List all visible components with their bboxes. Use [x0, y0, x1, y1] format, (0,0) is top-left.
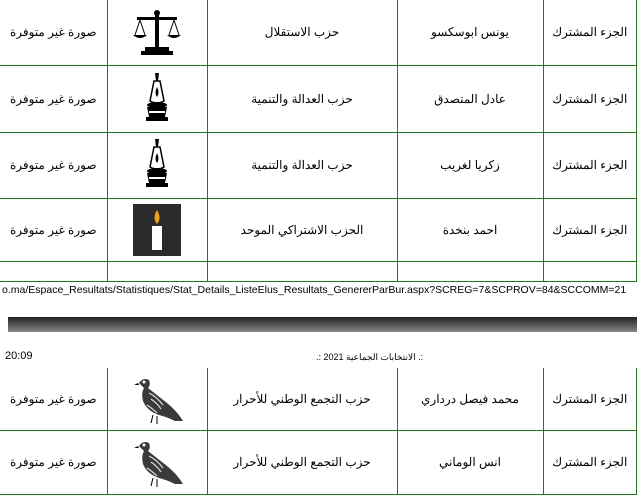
party-logo [107, 132, 207, 198]
bird-icon [129, 371, 185, 427]
party-logo [107, 0, 207, 65]
elected-name: يونس ابوسكسو [397, 0, 543, 65]
scales-icon [131, 7, 183, 57]
table-row [0, 132, 637, 198]
party-logo [107, 65, 207, 132]
candle-icon [133, 204, 181, 256]
print-header-title: :. الانتخابات الجماعية 2021 :. [316, 352, 424, 362]
party-name: حزب العدالة والتنمية [207, 132, 397, 198]
party-logo [107, 430, 207, 494]
elected-name: عادل المتصدق [397, 65, 543, 132]
photo-unavailable: صورة غير متوفرة [0, 430, 107, 494]
commune-name: الجزء المشترك [543, 65, 637, 132]
table-row [0, 368, 637, 430]
table-row [0, 430, 637, 494]
table-row [0, 65, 637, 132]
commune-name: الجزء المشترك [543, 198, 637, 261]
table-row [0, 198, 637, 261]
table-row [0, 261, 637, 281]
results-table-bottom [0, 368, 637, 495]
elected-name: محمد فيصل درداري [397, 368, 543, 430]
party-name: الحزب الاشتراكي الموحد [207, 198, 397, 261]
page-break-band [8, 317, 637, 332]
lamp-icon [142, 137, 172, 193]
party-name: حزب التجمع الوطني للأحرار [207, 430, 397, 494]
elected-name: زكريا لغريب [397, 132, 543, 198]
table-row [0, 0, 637, 65]
print-time: 20:09 [5, 350, 33, 362]
photo-unavailable: صورة غير متوفرة [0, 132, 107, 198]
photo-unavailable: صورة غير متوفرة [0, 198, 107, 261]
bird-icon [129, 434, 185, 490]
photo-unavailable: صورة غير متوفرة [0, 0, 107, 65]
photo-unavailable: صورة غير متوفرة [0, 368, 107, 430]
lamp-icon [142, 71, 172, 127]
commune-name: الجزء المشترك [543, 132, 637, 198]
commune-name: الجزء المشترك [543, 430, 637, 494]
party-logo [107, 198, 207, 261]
photo-unavailable: صورة غير متوفرة [0, 65, 107, 132]
party-logo [107, 368, 207, 430]
page-url-footer: o.ma/Espace_Resultats/Statistiques/Stat_Details_ListeElus_Resultats_GenererParBur.aspx?SCREG=7&SCPROV=84&SCCOMM=21 [2, 284, 627, 296]
party-name: حزب العدالة والتنمية [207, 65, 397, 132]
commune-name: الجزء المشترك [543, 368, 637, 430]
elected-name: احمد بنخدة [397, 198, 543, 261]
commune-name: الجزء المشترك [543, 0, 637, 65]
party-name: حزب الاستقلال [207, 0, 397, 65]
party-name: حزب التجمع الوطني للأحرار [207, 368, 397, 430]
elected-name: انس الوماني [397, 430, 543, 494]
